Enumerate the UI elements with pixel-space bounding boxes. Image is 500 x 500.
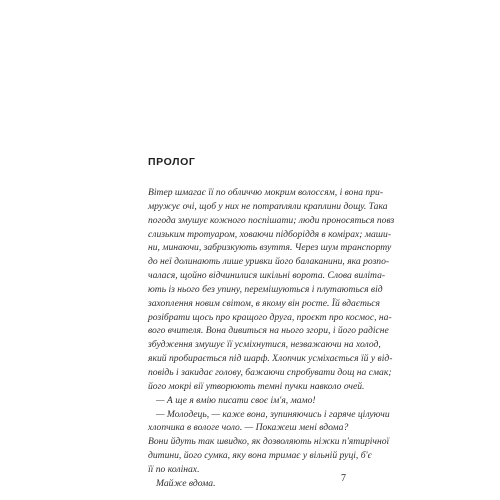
text-line: ни, минаючи, забризкують взуття. Через шум транспорту: [148, 242, 392, 254]
text-line: чалася, щойно відчинилися шкільні ворота. Слова виліта-: [148, 270, 386, 282]
text-line: Вітер шмагає її по обличчю мокрим волоссям, і вона при-: [148, 187, 384, 198]
text-line: слизьким тротуаром, ховаючи підборіддя в комірах; маши-: [148, 228, 392, 240]
text-line: її по колінах.: [148, 463, 200, 475]
text-line: збудження змушує її усміхнутися, незважаючи на холод,: [148, 339, 381, 351]
text-line: захоплення новим світом, в якому він росте. Їй вдається: [148, 297, 381, 309]
body-text: [148, 186, 395, 491]
text-line: до неї долинають лише уривки його балаканини, яка розпо-: [148, 256, 390, 268]
text-line: дитини, його сумка, яку вона тримає у вільній руці, б'є: [148, 450, 372, 462]
dialogue-line: — А ще я вмію писати своє ім'я, мамо!: [156, 394, 316, 406]
text-line: погода змушує кожного поспішати; люди проносяться повз: [148, 214, 395, 226]
text-line: який пробирається під шарф. Хлопчик усміхається їй у від-: [148, 353, 393, 365]
dialogue-line: — Молодець, — каже вона, зупиняючись і гаряче цілуючи: [156, 408, 390, 420]
page-number: 7: [341, 473, 346, 484]
text-line: його мокрі вії утворюють темні пучки навколо очей.: [148, 380, 365, 392]
text-line: Вони йдуть так швидко, як дозволяють ніжки п'ятирічної: [148, 436, 390, 448]
text-line: вого вчителя. Вона дивиться на нього згори, і його радісне: [148, 325, 389, 337]
text-line: ють із нього без упину, перемішуються і плутаються від: [148, 283, 383, 295]
chapter-heading: ПРОЛОГ: [148, 156, 196, 168]
text-line: повідь і закидає голову, бажаючи спробувати дощ на смак;: [148, 366, 392, 378]
text-line: мружує очі, щоб у них не потрапляли краплини дощу. Така: [148, 200, 388, 212]
text-line: розібрати щось про кращого друга, проєкт про космос, на-: [148, 311, 392, 323]
text-line: Майже вдома.: [156, 477, 216, 489]
text-line: хлопчика в вологе чоло. — Покажеш мені вдома?: [148, 422, 349, 434]
